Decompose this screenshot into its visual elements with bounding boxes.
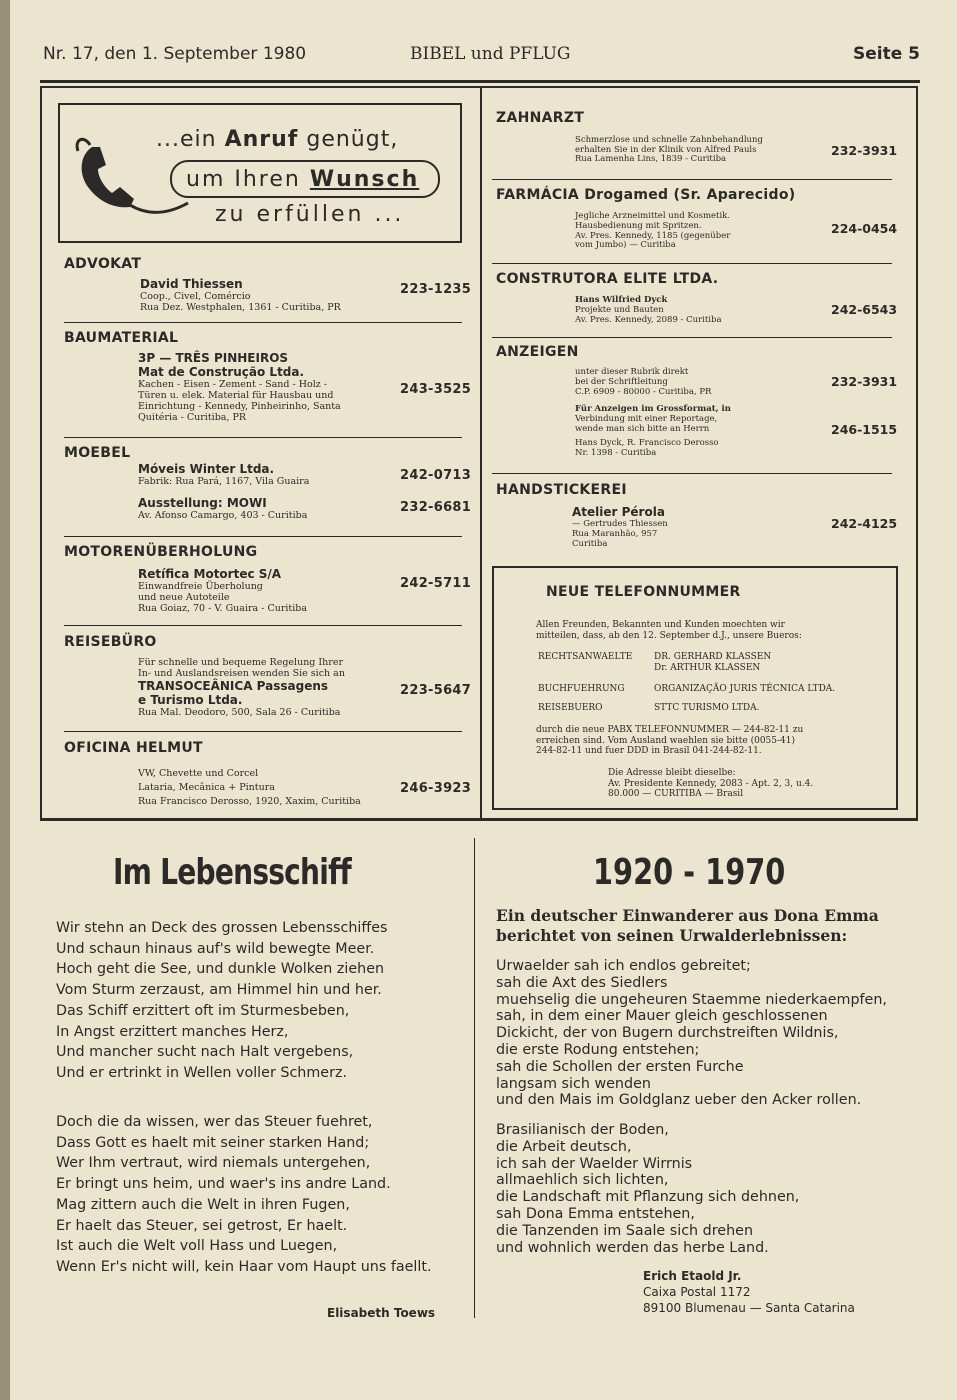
listing-oficina-helmut: VW, Chevette und Corcel Lataria, Mecânica + Pintura Rua Francisco Derosso, 1920, Xaxim, Curitiba — [138, 768, 361, 807]
category-farmacia: FARMÁCIA Drogamed (Sr. Aparecido) — [496, 187, 796, 203]
neue-telefonnummer-notice — [492, 566, 898, 810]
phone-baumaterial: 243-3525 — [400, 382, 472, 397]
separator — [64, 625, 462, 626]
listing-anzeigen-grossformat: Für Anzeigen im Grossformat, in Verbindung mit einer Reportage, wende man sich bitte an Herrn Hans Dyck, R. Francisco Derosso Nr. 1398 - Curitiba — [575, 404, 731, 458]
separator — [64, 731, 462, 732]
listing-advokat: David Thiessen Coop., Civel, Comércio Rua Dez. Westphalen, 1361 - Curitiba, PR — [140, 277, 341, 313]
phone-mowi: 232-6681 — [400, 500, 472, 515]
category-oficina-helmut: OFICINA HELMUT — [64, 740, 203, 756]
category-moebel: MOEBEL — [64, 445, 131, 461]
listing-construtora: Hans Wilfried Dyck Projekte und Bauten Av. Pres. Kennedy, 2089 - Curitiba — [575, 295, 722, 325]
phone-motortec: 242-5711 — [400, 576, 472, 591]
column-divider — [474, 838, 475, 1318]
phone-oficina-helmut: 246-3923 — [400, 781, 472, 796]
notice-intro: Allen Freunden, Bekannten und Kunden moechten wir mitteilen, dass, ab den 12. September d.J., unsere Bueros: — [536, 620, 802, 641]
phone-anzeigen: 232-3931 — [831, 374, 898, 389]
separator — [492, 179, 892, 180]
listing-baumaterial: 3P — TRÊS PINHEIROS Mat de Construção Ltda. Kachen - Eisen - Zement - Sand - Holz - Türen u. elek. Material für Hausbau und Einrichtung - Kennedy, Pinheirinho, Santa Quitéria - Curitiba, PR — [138, 351, 341, 423]
poem-stanza-1: Wir stehn an Deck des grossen Lebensschiffes Und schaun hinaus auf's wild bewegte Meer. Hoch geht die See, und dunkle Wolken ziehen Vom Sturm zerzaust, am Himmel hin und her. Das Schiff erzittert oft im Sturmesbeben, In Angst erzittert manches Herz, Und mancher sucht nach Halt vergebens, Und er ertrinkt in Wellen voller Schmerz. — [56, 920, 388, 1081]
separator — [64, 322, 462, 323]
article-stanza-2: Brasilianisch der Boden, die Arbeit deutsch, ich sah der Waelder Wirrnis allmaehlich sich lichten, die Landschaft mit Pflanzung sich dehnen, sah Dona Emma entstehen, die Tanzenden im Saale sich drehen und wohnlich werden das herbe Land. — [496, 1122, 800, 1256]
category-reisebuero: REISEBÜRO — [64, 634, 157, 650]
article-signature: Erich Etaold Jr. Caixa Postal 1172 89100 Blumenau — Santa Catarina — [643, 1269, 855, 1315]
category-construtora: CONSTRUTORA ELITE LTDA. — [496, 271, 719, 287]
article-title: 1920 - 1970 — [593, 852, 786, 893]
anruf-line-1: ...ein Anruf genügt, — [156, 127, 399, 152]
phone-atelier-perola: 242-4125 — [831, 516, 898, 531]
header-rule — [40, 80, 920, 83]
page-number: Seite 5 — [853, 44, 921, 64]
listing-transoceanica: Für schnelle und bequeme Regelung Ihrer In- und Auslandsreisen wenden Sie sich an TRANSOCEÂNICA Passagens e Turismo Ltda. Rua Mal. Deodoro, 500, Sala 26 - Curitiba — [138, 657, 345, 718]
separator — [492, 263, 892, 264]
office-label-1: RECHTSANWAELTE — [538, 652, 633, 662]
anruf-banner — [58, 103, 462, 243]
phone-advokat: 223-1235 — [400, 282, 472, 297]
anruf-line-3: zu erfüllen ... — [215, 202, 405, 227]
phone-moveis-winter: 242-0713 — [400, 468, 472, 483]
category-anzeigen: ANZEIGEN — [496, 344, 579, 360]
poem-stanza-2: Doch die da wissen, wer das Steuer fuehret, Dass Gott es haelt mit seiner starken Hand; Wer Ihm vertraut, wird niemals untergehen, Er bringt uns heim, und waer's ins andre Land. Mag zittern auch die Welt in ihren Fugen, Er haelt das Steuer, sei getrost, Er haelt. Ist auch die Welt voll Hass und Luegen, Wenn Er's nicht will, kein Haar vom Haupt uns faellt. — [56, 1114, 432, 1275]
listing-anzeigen-direkt: unter dieser Rubrik direkt bei der Schriftleitung C.P. 6909 - 80000 - Curitiba, PR — [575, 367, 712, 397]
notice-address: Die Adresse bleibt dieselbe: Av. Presidente Kennedy, 2083 - Apt. 2, 3, u.4. 80.000 — CURITIBA — Brasil — [608, 768, 814, 799]
phone-transoceanica: 223-5647 — [400, 683, 472, 698]
article-stanza-1: Urwaelder sah ich endlos gebreitet; sah die Axt des Siedlers muehselig die ungeheuren Staemme niederkaempfen, sah, in dem einer Mauer gleich geschlossenen Dickicht, der von Bugern durchstreiften Wildnis, die erste Rodung entstehen; sah die Schollen der ersten Furche langsam sich wenden und den Mais im Goldglanz ueber den Acker rollen. — [496, 958, 887, 1109]
article-subtitle: Ein deutscher Einwanderer aus Dona Emma berichtet von seinen Urwalderlebnissen: — [496, 906, 879, 945]
office-name-3: STTC TURISMO LTDA. — [654, 703, 760, 713]
listing-zahnarzt: Schmerzlose und schnelle Zahnbehandlung erhalten Sie in der Klinik von Alfred Pauls Rua Lamenha Lins, 1839 - Curitiba — [575, 135, 763, 164]
separator — [64, 437, 462, 438]
office-label-3: REISEBUERO — [538, 703, 603, 713]
newspaper-title: BIBEL und PFLUG — [410, 44, 571, 64]
notice-details: durch die neue PABX TELEFONNUMMER — 244-82-11 zu erreichen sind. Vom Ausland waehlen sie bitte (0055-41) 244-82-11 und fuer DDD in Brasil 041-244-82-11. — [536, 725, 804, 756]
poem-title: Im Lebensschiff — [113, 852, 351, 893]
listing-mowi: Ausstellung: MOWI Av. Afonso Camargo, 403 - Curitiba — [138, 496, 308, 521]
phone-zahnarzt: 232-3931 — [831, 143, 898, 158]
binding-edge — [0, 0, 10, 1400]
category-baumaterial: BAUMATERIAL — [64, 330, 179, 346]
listing-atelier-perola: Atelier Pérola — Gertrudes Thiessen Rua Maranhão, 957 Curitiba — [572, 505, 668, 549]
notice-title: NEUE TELEFONNUMMER — [546, 584, 741, 600]
office-name-2: ORGANIZAÇÃO JURIS TÉCNICA LTDA. — [654, 684, 836, 694]
listing-motortec: Retífica Motortec S/A Einwandfreie Überholung und neue Autoteile Rua Goiaz, 70 - V. Guaira - Curitiba — [138, 567, 308, 614]
category-handstickerei: HANDSTICKEREI — [496, 482, 627, 498]
poem-author: Elisabeth Toews — [327, 1306, 436, 1320]
separator — [492, 337, 892, 338]
phone-hans-dyck: 246-1515 — [831, 422, 898, 437]
category-advokat: ADVOKAT — [64, 256, 142, 272]
issue-date: Nr. 17, den 1. September 1980 — [43, 44, 307, 64]
separator — [64, 536, 462, 537]
office-name-1: DR. GERHARD KLASSEN Dr. ARTHUR KLASSEN — [654, 652, 772, 673]
category-zahnarzt: ZAHNARZT — [496, 110, 585, 126]
category-motorenueberholung: MOTORENÜBERHOLUNG — [64, 544, 258, 560]
ads-bottom-rule — [40, 818, 918, 821]
phone-construtora: 242-6543 — [831, 302, 898, 317]
listing-moveis-winter: Móveis Winter Ltda. Fabrik: Rua Pará, 1167, Vila Guaira — [138, 462, 310, 487]
listing-farmacia: Jegliche Arzneimittel und Kosmetik. Hausbedienung mit Spritzen. Av. Pres. Kennedy, 1185 (gegenüber vom Jumbo) — Curitiba — [575, 211, 731, 251]
separator — [492, 473, 892, 474]
anruf-line-2: um Ihren Wunsch — [170, 160, 440, 198]
office-label-2: BUCHFUEHRUNG — [538, 684, 625, 694]
phone-farmacia: 224-0454 — [831, 221, 898, 236]
